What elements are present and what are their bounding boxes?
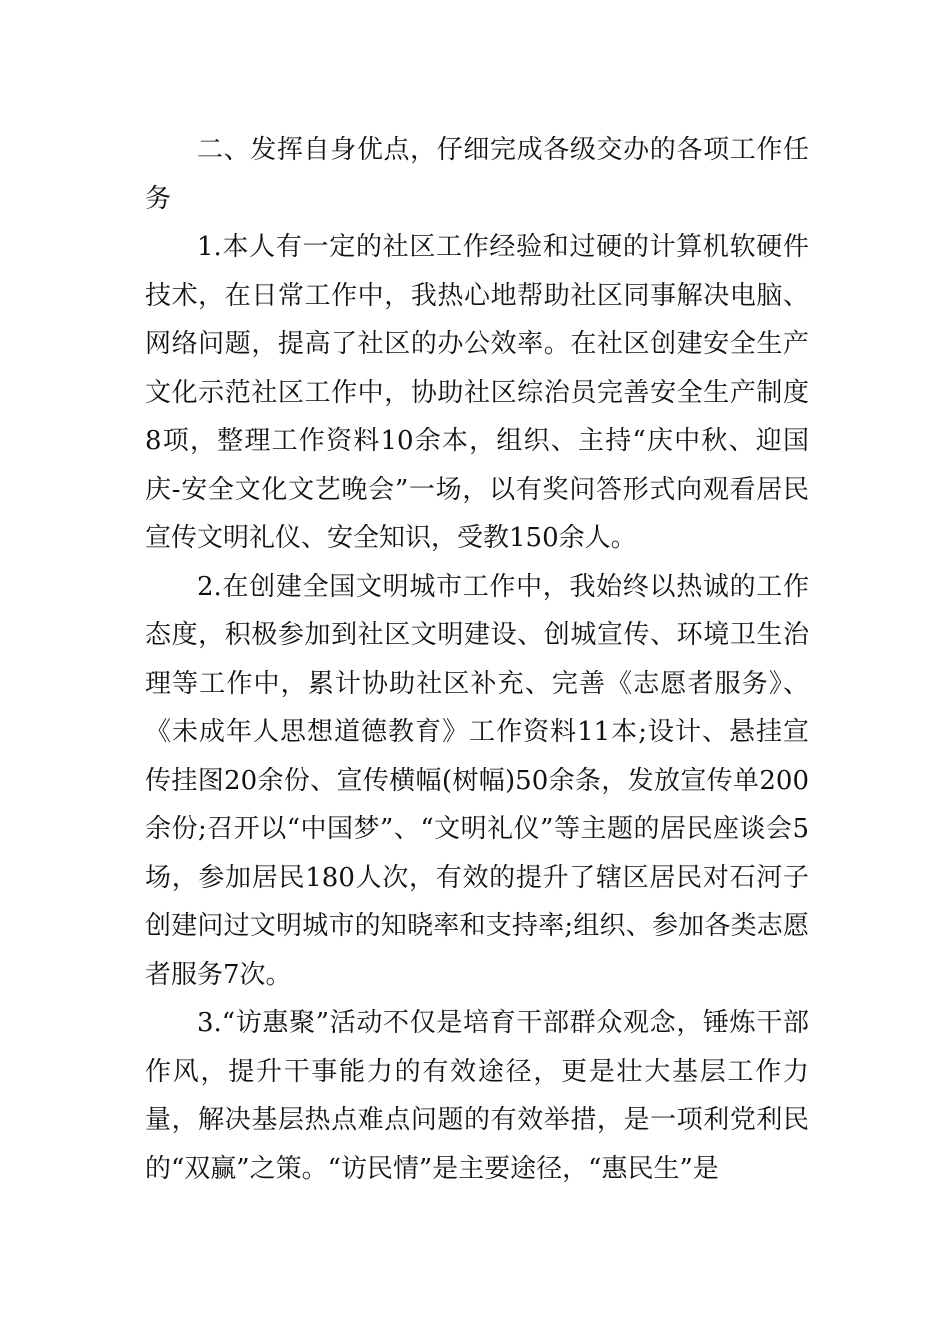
- document-body: [145, 126, 809, 1193]
- item-1-paragraph: 1.本人有一定的社区工作经验和过硬的计算机软硬件技术，在日常工作中，我热心地帮助社区同事解决电脑、网络问题，提高了社区的办公效率。在社区创建安全生产文化示范社区工作中，协助社区综治员完善安全生产制度8项，整理工作资料10余本，组织、主持“庆中秋、迎国庆-安全文化文艺晚会”一场，以有奖问答形式向观看居民宣传文明礼仪、安全知识，受教150余人。: [145, 232, 809, 553]
- item-2-paragraph: 2.在创建全国文明城市工作中，我始终以热诚的工作态度，积极参加到社区文明建设、创城宣传、环境卫生治理等工作中，累计协助社区补充、完善《志愿者服务》、《未成年人思想道德教育》工作资料11本;设计、悬挂宣传挂图20余份、宣传横幅(树幅)50余条，发放宣传单200余份;召开以“中国梦”、“文明礼仪”等主题的居民座谈会5场，参加居民180人次，有效的提升了辖区居民对石河子创建问过文明城市的知晓率和支持率;组织、参加各类志愿者服务7次。: [145, 571, 809, 990]
- item-3-paragraph: 3.“访惠聚”活动不仅是培育干部群众观念，锤炼干部作风，提升干事能力的有效途径，更是壮大基层工作力量，解决基层热点难点问题的有效举措，是一项利党利民的“双赢”之策。“访民情”是主要途径，“惠民生”是: [145, 1008, 809, 1184]
- section-heading-paragraph: 二、发挥自身优点，仔细完成各级交办的各项工作任务: [145, 135, 809, 214]
